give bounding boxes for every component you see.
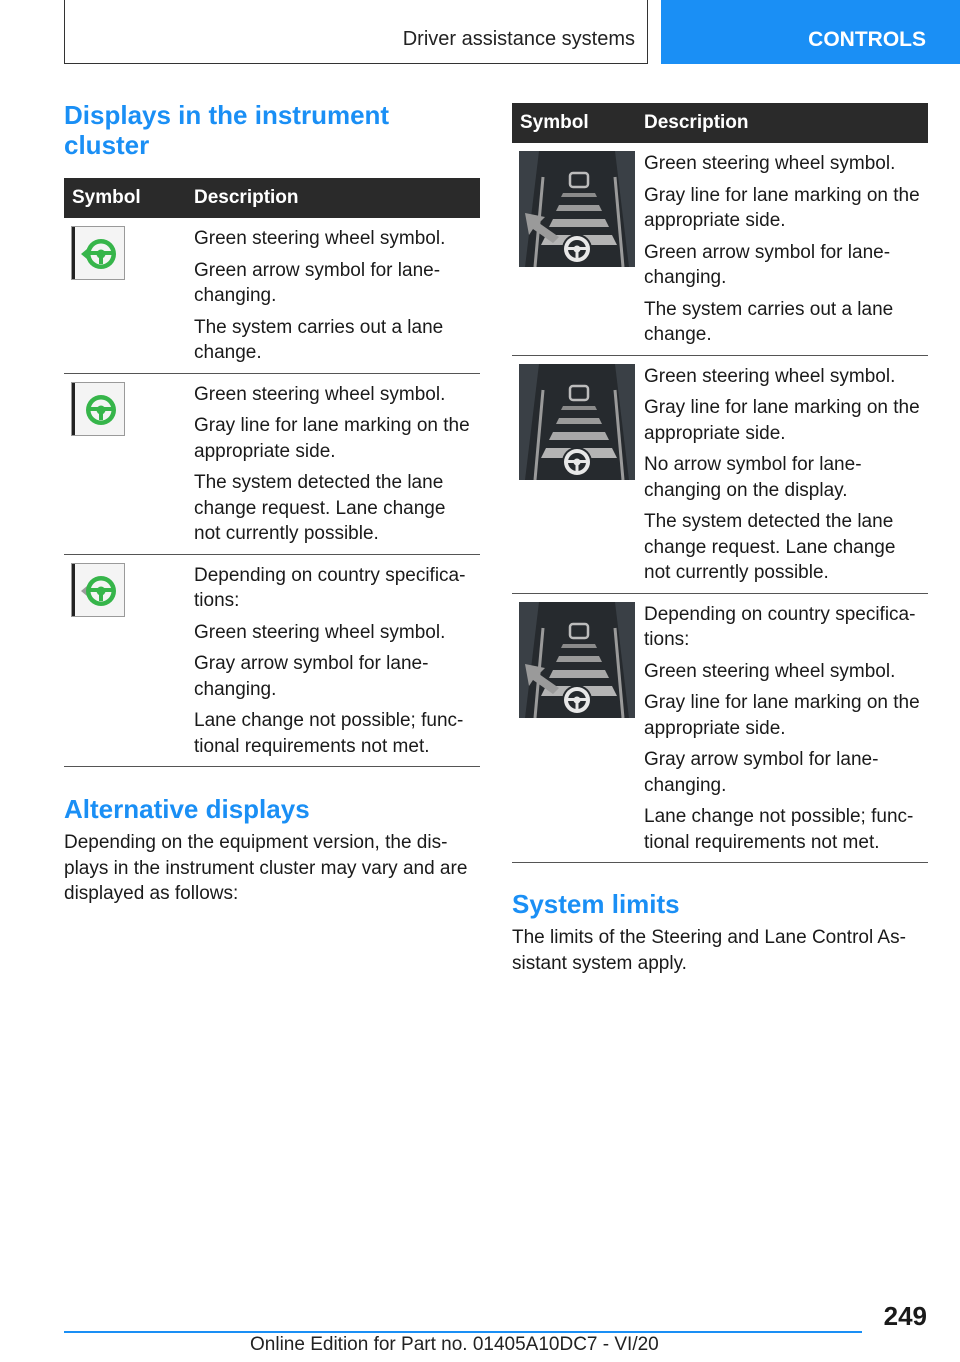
steering-wheel-icon <box>71 563 125 617</box>
description-line: Gray line for lane marking on the appropriate side. <box>644 692 920 739</box>
table-row <box>512 593 928 863</box>
description-cell <box>636 593 928 863</box>
description-line: Gray line for lane marking on the appropriate side. <box>644 397 920 444</box>
table-header-description: Description <box>186 178 480 218</box>
steering-wheel-icon <box>71 226 125 280</box>
page-number: 249 <box>883 1301 927 1331</box>
description-line: Lane change not possible; func-tional requirements not met. <box>194 710 464 757</box>
description-line: Green arrow symbol for lane-changing. <box>644 241 891 288</box>
table-row <box>512 143 928 355</box>
description-line: The system detected the lane change request. Lane change not currently possible. <box>644 511 896 583</box>
description-line: Green steering wheel symbol. <box>644 660 896 682</box>
table-row <box>64 373 480 554</box>
description-cell <box>636 355 928 593</box>
symbols-table-right <box>512 103 928 863</box>
lane-change-display-icon <box>519 151 635 267</box>
header-chapter-title: CONTROLS <box>808 28 926 51</box>
section-heading-system-limits: System limits <box>512 889 680 919</box>
system-limits-text: The limits of the Steering and Lane Control As-sistant system apply. <box>512 927 906 974</box>
steering-wheel-icon <box>71 382 125 436</box>
description-line: Green arrow symbol for lane-changing. <box>194 259 441 306</box>
table-header-symbol: Symbol <box>64 178 186 218</box>
edition-note: Online Edition for Part no. 01405A10DC7 - VI/20 <box>250 1334 659 1355</box>
description-line: Gray arrow symbol for lane-changing. <box>194 653 429 700</box>
description-line: Gray arrow symbol for lane-changing. <box>644 749 879 796</box>
description-line: Gray line for lane marking on the appropriate side. <box>194 415 470 462</box>
description-line: Lane change not possible; func-tional requirements not met. <box>644 806 914 853</box>
description-line: The system detected the lane change request. Lane change not currently possible. <box>194 472 446 544</box>
description-line: Green steering wheel symbol. <box>194 621 446 643</box>
description-line: The system carries out a lane change. <box>644 298 894 345</box>
lane-change-display-icon <box>519 602 635 718</box>
table-header-symbol: Symbol <box>512 103 636 143</box>
description-line: Depending on country specifica-tions: <box>644 603 916 650</box>
description-cell <box>186 373 480 554</box>
header-section-title: Driver assistance systems <box>402 28 635 50</box>
symbols-table-left <box>64 178 480 767</box>
symbol-cell <box>64 554 186 767</box>
table-row <box>64 554 480 767</box>
right-column <box>512 103 928 976</box>
table-row <box>512 355 928 593</box>
alternative-displays-text: Depending on the equipment version, the dis-plays in the instrument cluster may vary and are displayed as follows: <box>64 832 468 904</box>
description-cell <box>186 554 480 767</box>
table-header-row <box>512 103 928 143</box>
running-header <box>64 0 648 64</box>
symbol-cell <box>64 218 186 373</box>
lane-display-icon <box>519 364 635 480</box>
description-line: Depending on country specifica-tions: <box>194 564 466 611</box>
symbol-cell <box>512 593 636 863</box>
description-line: Green steering wheel symbol. <box>644 365 896 387</box>
description-cell <box>636 143 928 355</box>
left-column <box>64 100 480 907</box>
table-row <box>64 218 480 373</box>
description-line: The system carries out a lane change. <box>194 316 444 363</box>
symbol-cell <box>512 143 636 355</box>
chapter-tab <box>661 0 960 64</box>
page-title: Displays in the instrument cluster <box>64 100 390 160</box>
description-line: Gray line for lane marking on the appropriate side. <box>644 184 920 231</box>
description-line: Green steering wheel symbol. <box>194 383 446 405</box>
description-line: No arrow symbol for lane-changing on the display. <box>644 454 862 501</box>
description-line: Green steering wheel symbol. <box>194 228 446 249</box>
description-line: Green steering wheel symbol. <box>644 153 896 174</box>
table-header-description: Description <box>636 103 928 143</box>
description-cell <box>186 218 480 373</box>
section-heading-alternative-displays: Alternative displays <box>64 794 310 824</box>
table-header-row <box>64 178 480 218</box>
symbol-cell <box>512 355 636 593</box>
footer-divider <box>64 1331 862 1333</box>
symbol-cell <box>64 373 186 554</box>
